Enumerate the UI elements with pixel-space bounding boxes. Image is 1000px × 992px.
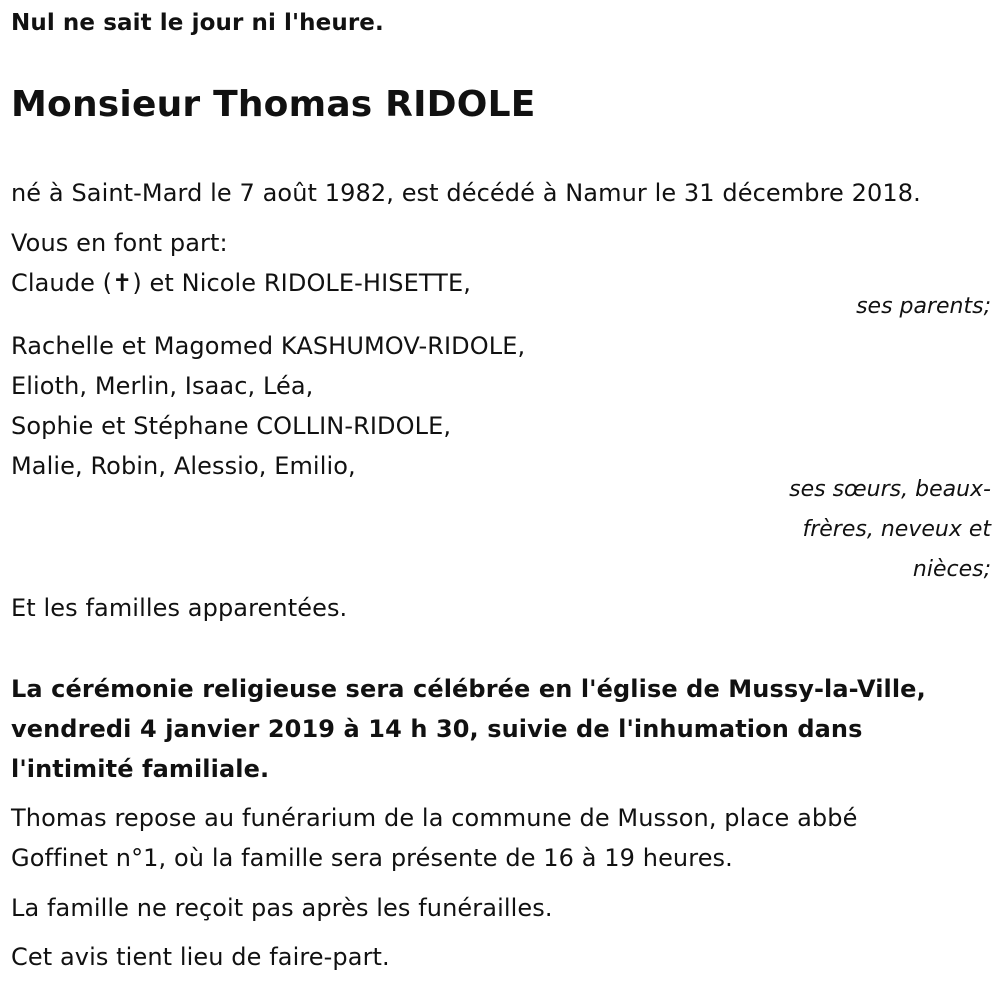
deceased-name: Monsieur Thomas RIDOLE: [11, 84, 536, 125]
parents-line: Claude (✝) et Nicole RIDOLE-HISETTE,: [11, 269, 471, 297]
rest-location-line: Goffinet n°1, où la famille sera présente de 16 à 19 heures.: [11, 844, 733, 872]
siblings-role-line: nièces;: [912, 557, 991, 582]
siblings-role-line: ses sœurs, beaux-: [789, 477, 991, 502]
reception-line: La famille ne reçoit pas après les funérailles.: [11, 894, 553, 922]
ceremony-line: La cérémonie religieuse sera célébrée en l'église de Mussy-la-Ville,: [11, 675, 926, 703]
siblings-line: Malie, Robin, Alessio, Emilio,: [11, 452, 356, 480]
siblings-role-line: frères, neveux et: [802, 517, 991, 542]
siblings-line: Elioth, Merlin, Isaac, Léa,: [11, 372, 314, 400]
ceremony-line: l'intimité familiale.: [11, 755, 270, 783]
ceremony-line: vendredi 4 janvier 2019 à 14 h 30, suivie de l'inhumation dans: [11, 715, 863, 743]
families-line: Et les familles apparentées.: [11, 594, 348, 622]
siblings-line: Sophie et Stéphane COLLIN-RIDOLE,: [11, 412, 452, 440]
birth-death-line: né à Saint-Mard le 7 août 1982, est décédé à Namur le 31 décembre 2018.: [11, 179, 921, 207]
parents-role: ses parents;: [856, 294, 991, 319]
siblings-line: Rachelle et Magomed KASHUMOV-RIDOLE,: [11, 332, 526, 360]
epigraph: Nul ne sait le jour ni l'heure.: [11, 10, 384, 36]
notice-line: Cet avis tient lieu de faire-part.: [11, 943, 390, 971]
announcement-intro: Vous en font part:: [11, 229, 228, 257]
rest-location-line: Thomas repose au funérarium de la commune de Musson, place abbé: [11, 804, 858, 832]
obituary-notice: [11, 0, 991, 992]
